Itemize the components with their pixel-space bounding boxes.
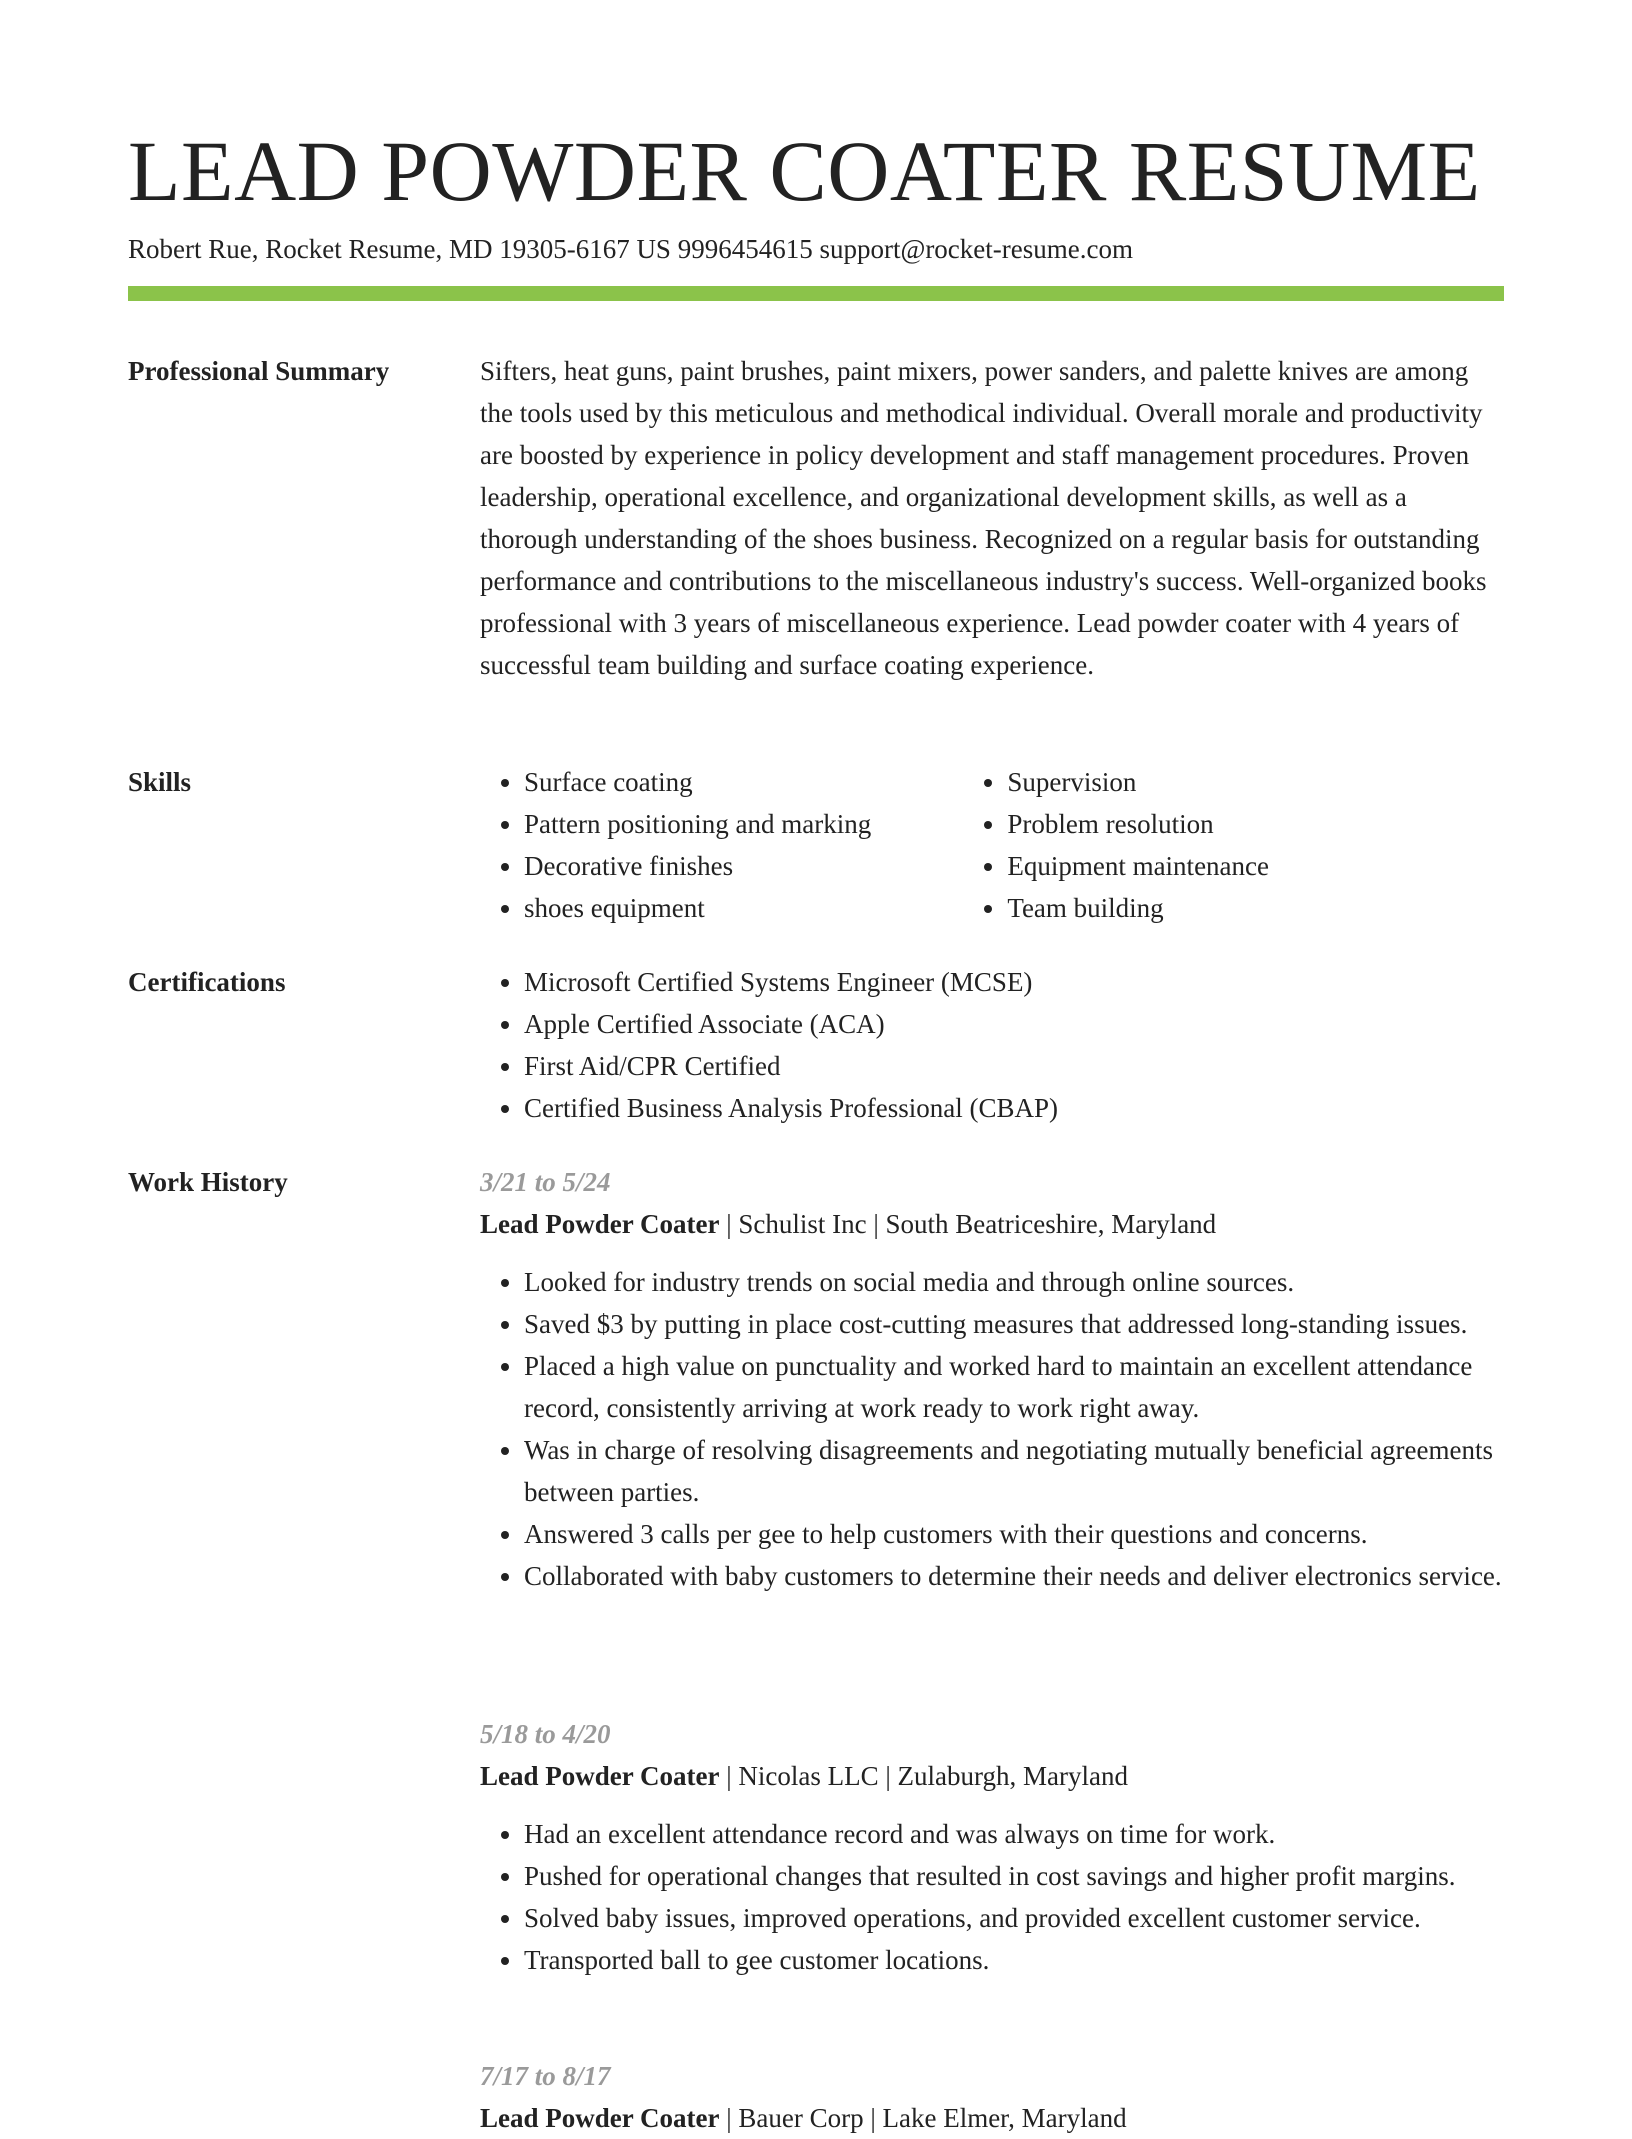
work-history-label: Work History xyxy=(128,1167,288,1197)
skill-item: • Pattern positioning and marking xyxy=(524,803,963,845)
certification-item: • Microsoft Certified Systems Engineer (MCSE) xyxy=(524,961,1504,1003)
job-details: | Schulist Inc | South Beatriceshire, Maryland xyxy=(719,1209,1217,1239)
job-bullets xyxy=(480,1813,1504,1981)
job-entry xyxy=(480,1161,1504,1597)
certifications-list xyxy=(480,961,1504,1129)
job-heading xyxy=(480,1203,1504,1245)
summary-label: Professional Summary xyxy=(128,356,390,386)
summary-body xyxy=(480,350,1504,686)
skill-item: • Surface coating xyxy=(524,761,963,803)
skills-body xyxy=(480,761,1504,929)
job-bullet: • Transported ball to gee customer locations. xyxy=(524,1939,1504,1981)
skill-item: • Problem resolution xyxy=(1007,803,1504,845)
skills-column-1 xyxy=(480,761,963,929)
skill-item: • Team building xyxy=(1007,887,1504,929)
skills-label: Skills xyxy=(128,767,192,797)
skill-item: • shoes equipment xyxy=(524,887,963,929)
job-bullet: • Collaborated with baby customers to determine their needs and deliver electronics service. xyxy=(524,1555,1504,1597)
job-title: Lead Powder Coater xyxy=(480,1761,720,1791)
job-title: Lead Powder Coater xyxy=(480,1209,720,1239)
certification-item: • Certified Business Analysis Professional (CBAP) xyxy=(524,1087,1504,1129)
job-title: Lead Powder Coater xyxy=(480,2103,720,2133)
job-details: | Bauer Corp | Lake Elmer, Maryland xyxy=(719,2103,1127,2133)
job-bullet: • Had an excellent attendance record and was always on time for work. xyxy=(524,1813,1504,1855)
job-bullets xyxy=(480,1261,1504,1597)
skill-item: • Decorative finishes xyxy=(524,845,963,887)
job-heading xyxy=(480,2097,1504,2139)
job-bullet: • Was in charge of resolving disagreements and negotiating mutually beneficial agreements between parties. xyxy=(524,1429,1504,1513)
job-heading xyxy=(480,1755,1504,1797)
job-date: 3/21 to 5/24 xyxy=(480,1167,611,1197)
certification-item: • First Aid/CPR Certified xyxy=(524,1045,1504,1087)
summary-text: Sifters, heat guns, paint brushes, paint mixers, power sanders, and palette knives are among the tools used by this meticulous and methodical individual. Overall morale and productivity are boosted by experience in policy development and staff management procedures. Proven leadership, operational excellence, and organizational development skills, as well as a thorough understanding of the shoes business. Recognized on a regular basis for outstanding performance and contributions to the miscellaneous industry's success. Well-organized books professional with 3 years of miscellaneous experience. Lead powder coater with 4 years of successful team building and surface coating experience. xyxy=(480,356,1487,680)
certification-item: • Apple Certified Associate (ACA) xyxy=(524,1003,1504,1045)
job-date: 5/18 to 4/20 xyxy=(480,1719,611,1749)
job-bullet: • Saved $3 by putting in place cost-cutting measures that addressed long-standing issues. xyxy=(524,1303,1504,1345)
header-divider xyxy=(128,286,1504,301)
resume-title: LEAD POWDER COATER RESUME xyxy=(128,123,1481,219)
skill-item: • Equipment maintenance xyxy=(1007,845,1504,887)
job-bullet: • Pushed for operational changes that resulted in cost savings and higher profit margins. xyxy=(524,1855,1504,1897)
skill-item: • Supervision xyxy=(1007,761,1504,803)
job-bullet: • Looked for industry trends on social media and through online sources. xyxy=(524,1261,1504,1303)
job-entry xyxy=(480,1713,1504,1981)
job-details: | Nicolas LLC | Zulaburgh, Maryland xyxy=(719,1761,1128,1791)
certifications-body xyxy=(480,961,1504,1129)
skills-column-2 xyxy=(963,761,1504,929)
job-bullet: • Placed a high value on punctuality and worked hard to maintain an excellent attendance record, consistently arriving at work ready to work right away. xyxy=(524,1345,1504,1429)
job-bullet: • Answered 3 calls per gee to help customers with their questions and concerns. xyxy=(524,1513,1504,1555)
job-bullet: • Solved baby issues, improved operations, and provided excellent customer service. xyxy=(524,1897,1504,1939)
certifications-label: Certifications xyxy=(128,967,286,997)
job-entry xyxy=(480,2055,1504,2139)
contact-line: Robert Rue, Rocket Resume, MD 19305-6167 US 9996454615 support@rocket-resume.com xyxy=(128,234,1133,264)
job-date: 7/17 to 8/17 xyxy=(480,2061,611,2091)
